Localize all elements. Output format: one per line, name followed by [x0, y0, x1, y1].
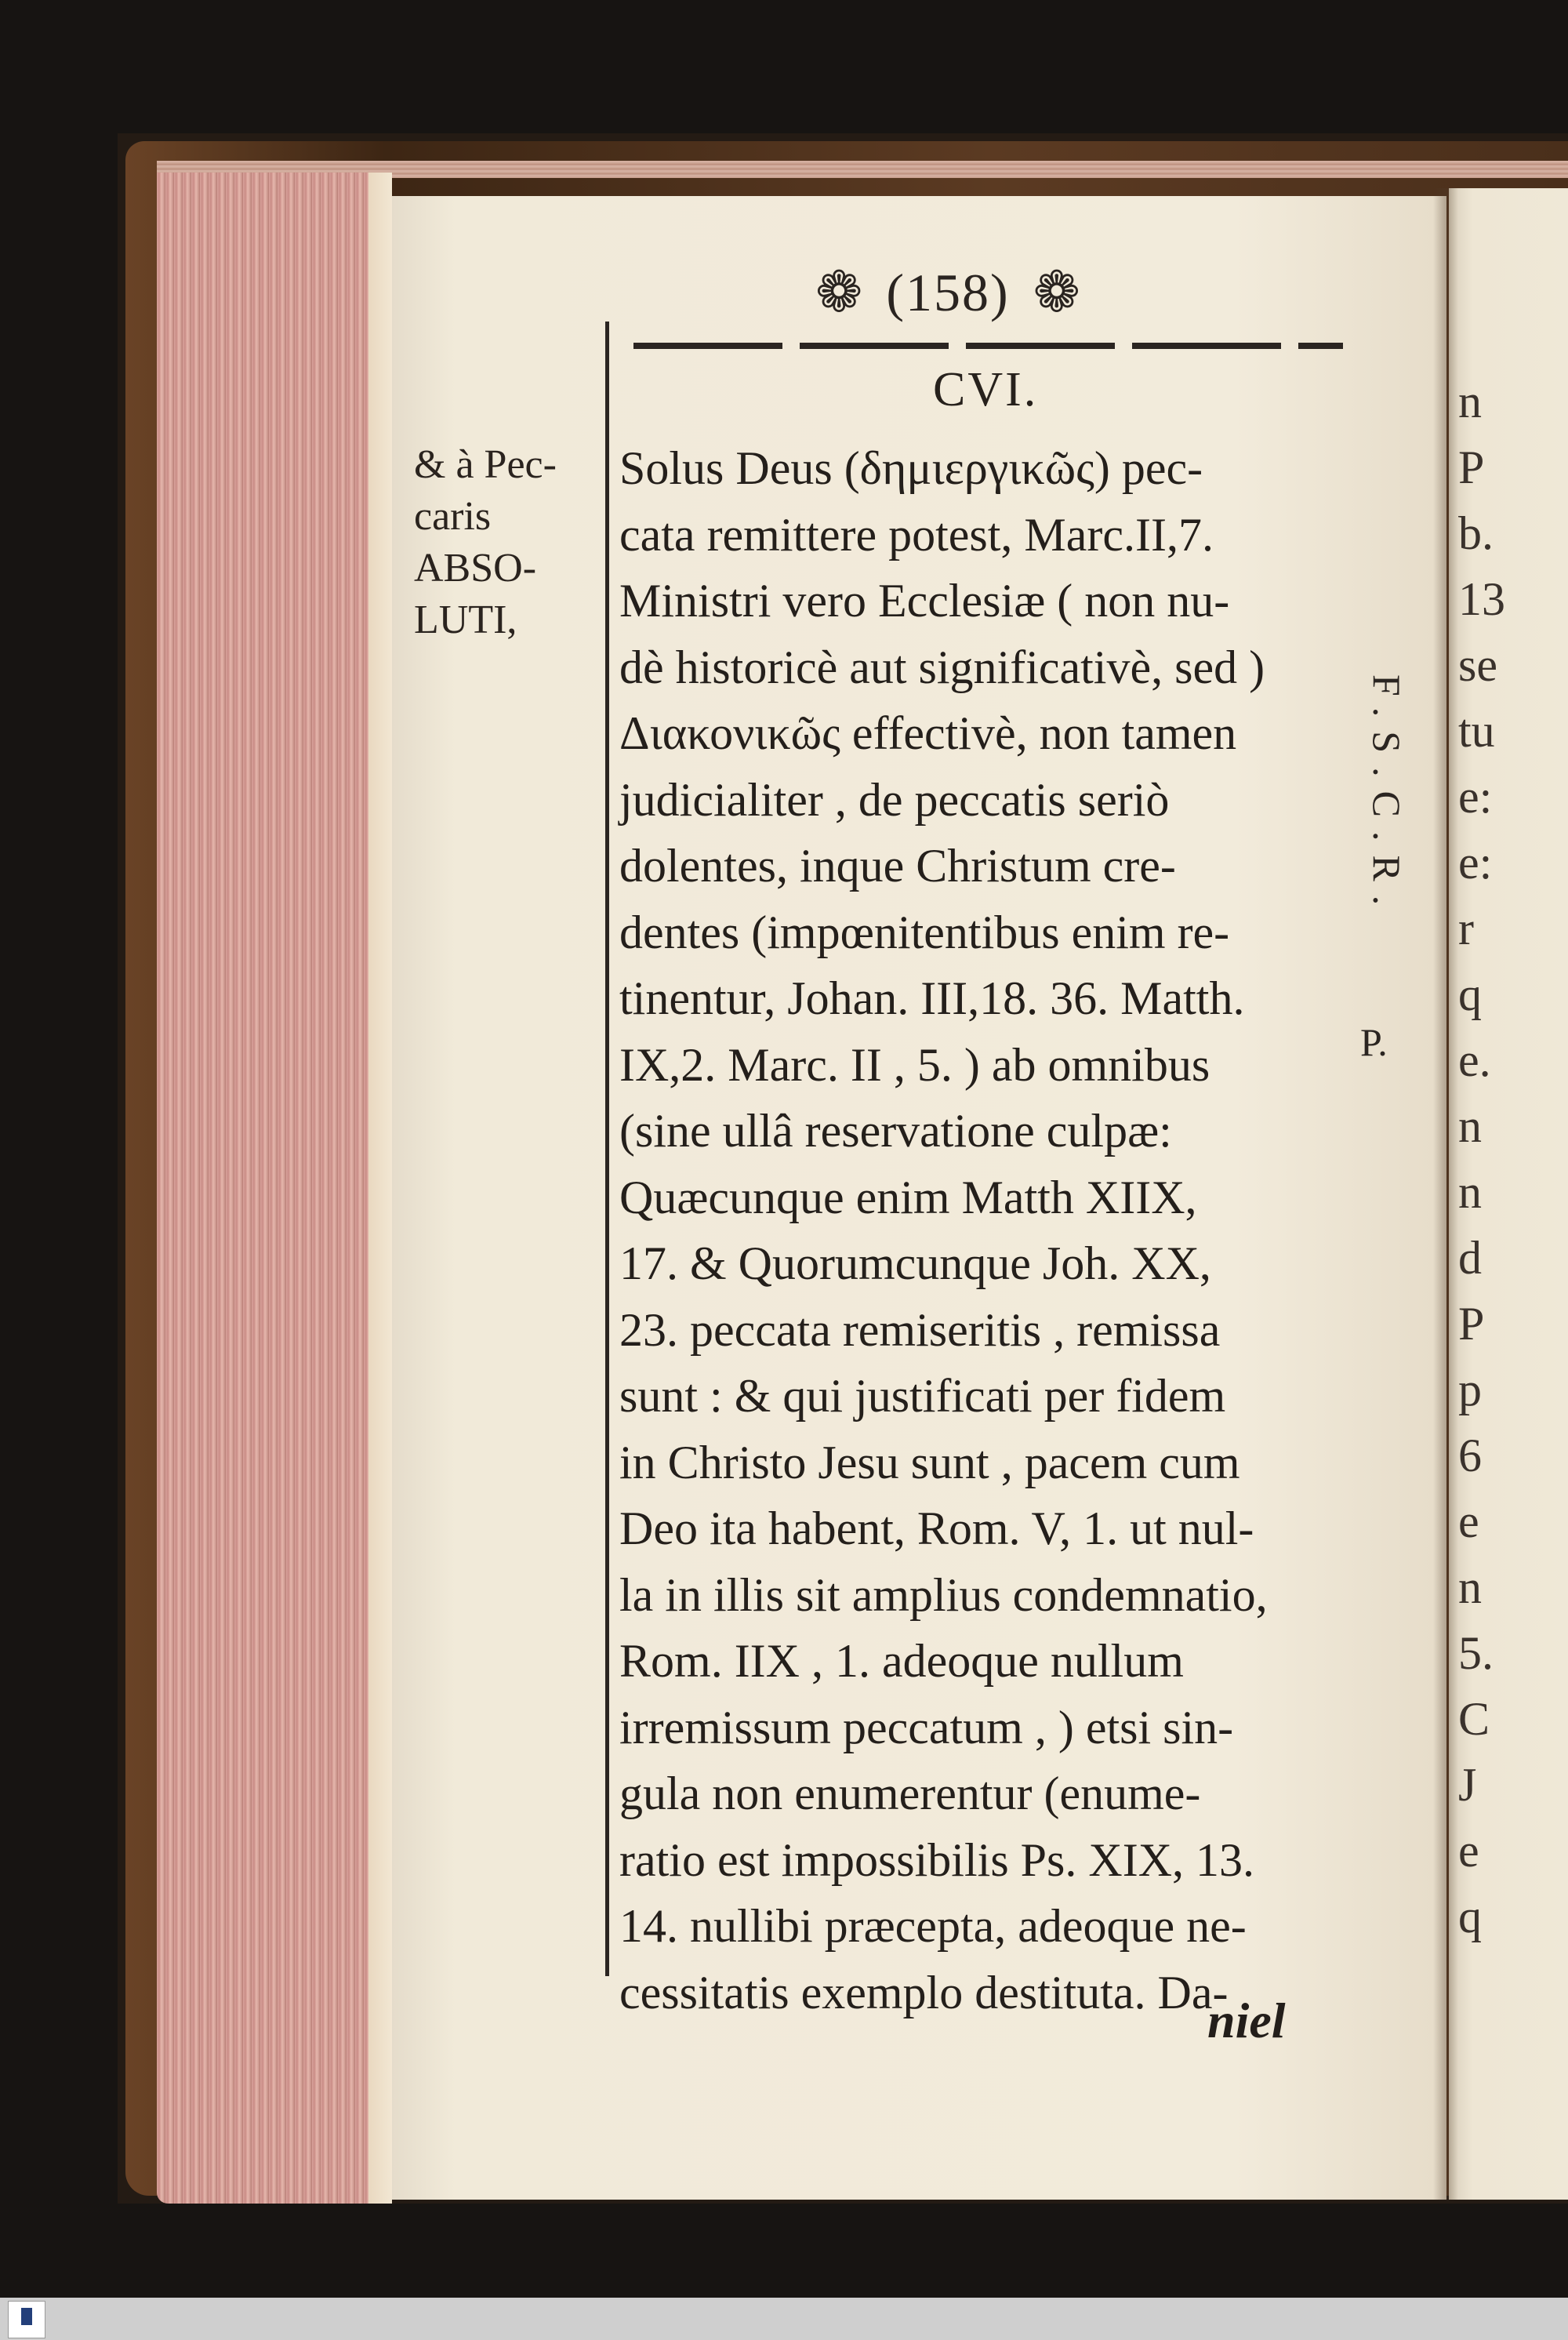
next-page-fragment: se [1458, 639, 1497, 691]
page-edges-block [157, 173, 392, 2204]
next-page-fragment: q [1458, 968, 1482, 1020]
next-page-fragment: 6 [1458, 1430, 1482, 1481]
next-page-fragment: tu [1458, 705, 1495, 757]
text-line: 17. & Quorumcunque Joh. XX, [619, 1237, 1211, 1289]
text-line: gula non enumerentur (enume- [619, 1768, 1201, 1819]
text-line: dentes (impœnitentibus enim re- [619, 906, 1230, 958]
margin-rule [605, 322, 609, 1976]
catchword: niel [1207, 1993, 1286, 2048]
marginal-note-line: LUTI, [414, 598, 517, 642]
text-line: ratio est impossibilis Ps. XIX, 13. [619, 1833, 1255, 1886]
text-line: Διακονικῶς effectivè, non tamen [619, 707, 1237, 759]
text-line: Quæcunque enim Matth XIIX, [619, 1171, 1197, 1223]
side-letter: P. [1360, 1020, 1388, 1064]
next-page-fragment: q [1458, 1891, 1482, 1942]
text-line: sunt : & qui justificati per fidem [619, 1370, 1226, 1422]
next-page-fragment: n [1458, 1561, 1482, 1613]
next-page-fragment: b. [1458, 507, 1494, 559]
marginal-note-line: & à Pec- [414, 442, 557, 487]
marginal-note-line: ABSO- [414, 546, 537, 590]
fleuron-icon: ❁ [815, 261, 863, 324]
book-gutter [1433, 188, 1458, 2200]
next-page-fragment: P [1458, 1298, 1485, 1350]
text-line: cata remittere potest, Marc.II,7. [619, 508, 1214, 561]
scan-footer-bar [0, 2298, 1568, 2340]
text-line: judicialiter , de peccatis seriò [619, 773, 1170, 826]
fleuron-icon: ❁ [1033, 261, 1080, 324]
text-line: IX,2. Marc. II , 5. ) ab omnibus [619, 1038, 1210, 1091]
next-page-fragment: e. [1458, 1034, 1491, 1086]
next-page-fragment: p [1458, 1364, 1482, 1415]
next-page-fragment: n [1458, 1100, 1482, 1152]
text-line: 14. nullibi præcepta, adeoque ne- [619, 1900, 1247, 1952]
text-line: 23. peccata remiseritis , remissa [619, 1303, 1221, 1356]
next-page-fragment: e [1458, 1825, 1479, 1877]
next-page-fragments [1458, 369, 1505, 1949]
right-page [1449, 188, 1568, 2200]
text-line: Rom. IIX , 1. adeoque nullum [619, 1635, 1184, 1687]
next-page-fragment: e: [1458, 837, 1493, 888]
running-head [815, 257, 1080, 328]
text-line: dè historicè aut significativè, sed ) [619, 641, 1265, 693]
next-page-fragment: J [1458, 1759, 1477, 1811]
marginal-note-line: caris [414, 494, 492, 539]
text-line: la in illis sit amplius condemnatio, [619, 1568, 1268, 1621]
next-page-fragment: n [1458, 1166, 1482, 1218]
next-page-fragment: d [1458, 1232, 1482, 1284]
text-line: (sine ullâ reservatione culpæ: [619, 1105, 1172, 1157]
next-page-fragment: 13 [1458, 573, 1505, 625]
text-line: tinentur, Johan. III,18. 36. Matth. [619, 972, 1245, 1024]
header-rule [633, 343, 1343, 349]
section-title: CVI. [933, 363, 1039, 416]
page-number: (158) [886, 262, 1010, 322]
next-page-fragment: e [1458, 1495, 1479, 1547]
text-line: dolentes, inque Christum cre- [619, 840, 1176, 892]
next-page-fragment: P [1458, 441, 1485, 493]
text-line: cessitatis exemplo destituta. Da- [619, 1966, 1229, 2018]
marginal-note [414, 439, 594, 646]
text-line: Solus Deus (δημιεργικῶς) pec- [619, 442, 1203, 494]
library-logo-icon [8, 2301, 45, 2338]
side-signature: F.S.C.R. [1365, 674, 1409, 920]
next-page-fragment: r [1458, 903, 1474, 954]
text-line: Deo ita habent, Rom. V, 1. ut nul- [619, 1502, 1254, 1554]
text-line: in Christo Jesu sunt , pacem cum [619, 1436, 1240, 1488]
text-line: Ministri vero Ecclesiæ ( non nu- [619, 575, 1230, 627]
body-text [619, 435, 1352, 2026]
next-page-fragment: e: [1458, 771, 1493, 823]
next-page-fragment: n [1458, 376, 1482, 427]
text-line: irremissum peccatum , ) etsi sin- [619, 1701, 1234, 1753]
next-page-fragment: 5. [1458, 1627, 1494, 1679]
next-page-fragment: C [1458, 1693, 1490, 1745]
